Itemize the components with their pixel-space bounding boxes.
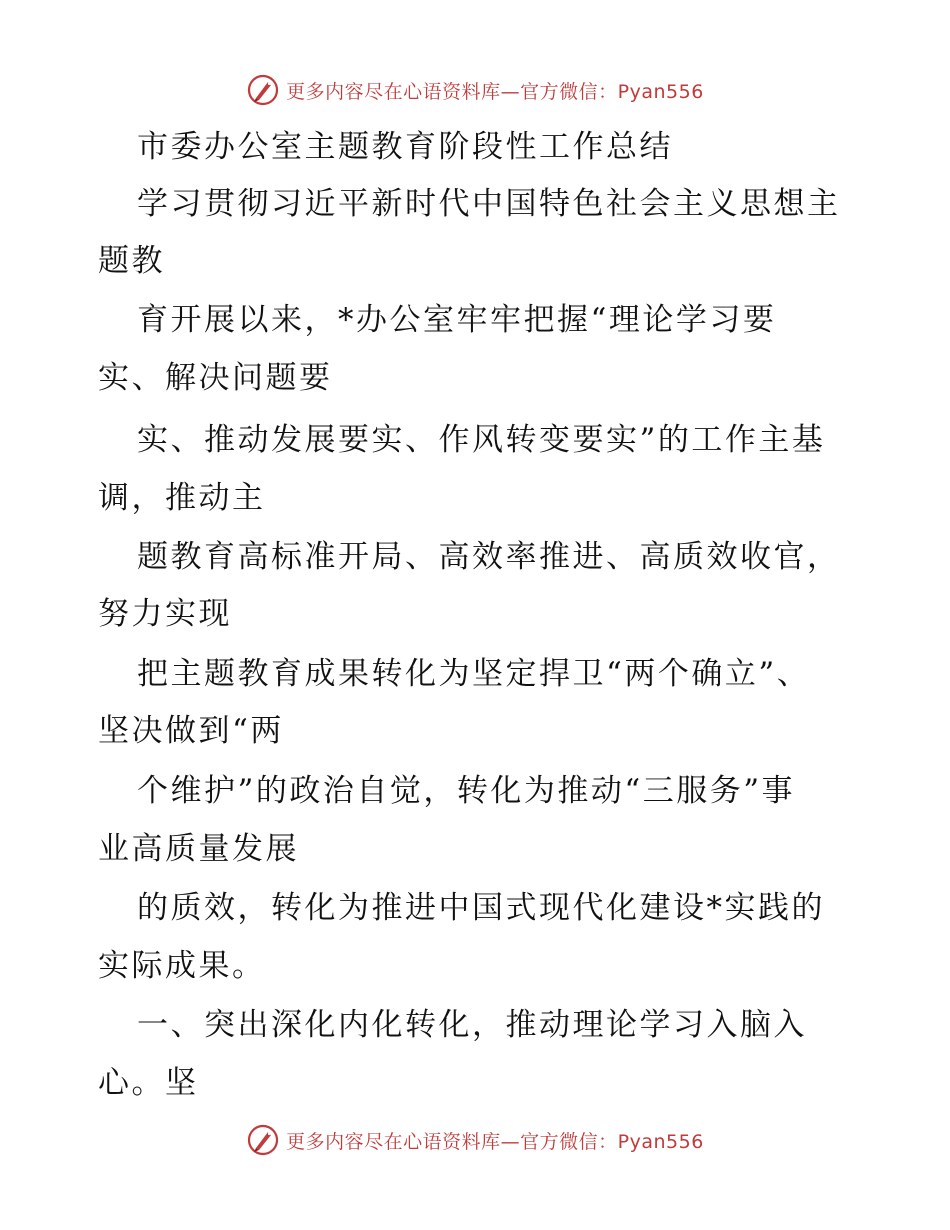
footer-watermark: [0, 1118, 950, 1162]
text-line: 业高质量发展: [98, 831, 299, 867]
text-line: 育开展以来，*办公室牢牢把握“理论学习要: [137, 302, 777, 338]
pen-logo-icon: [246, 73, 280, 107]
text-line: 的质效，转化为推进中国式现代化建设*实践的: [137, 890, 825, 926]
text-line: 个维护”的政治自觉，转化为推动“三服务”事: [137, 773, 796, 809]
text-line: 坚决做到“两: [98, 713, 284, 749]
section-heading: 一、突出深化内化转化，推动理论学习入脑入: [137, 1007, 807, 1043]
header-watermark: [0, 68, 950, 112]
text-line: 学习贯彻习近平新时代中国特色社会主义思想主: [137, 186, 841, 222]
text-line: 努力实现: [98, 596, 232, 632]
pen-logo-icon: [246, 1123, 280, 1157]
text-line: 把主题教育成果转化为坚定捍卫“两个确立”、: [137, 656, 811, 692]
watermark-text: 更多内容尽在心语资料库—官方微信：Pyan556: [286, 1130, 704, 1153]
text-line: 心。坚: [98, 1065, 199, 1101]
text-line: 调，推动主: [98, 480, 266, 516]
document-title: 市委办公室主题教育阶段性工作总结: [137, 129, 673, 165]
text-line: 实、解决问题要: [98, 360, 333, 396]
text-line: 实、推动发展要实、作风转变要实”的工作主基: [137, 422, 826, 458]
text-line: 实际成果。: [98, 948, 266, 984]
text-line: 题教育高标准开局、高效率推进、高质效收官，: [137, 539, 841, 575]
text-line: 题教: [98, 243, 165, 279]
watermark-text: 更多内容尽在心语资料库—官方微信：Pyan556: [286, 80, 704, 103]
